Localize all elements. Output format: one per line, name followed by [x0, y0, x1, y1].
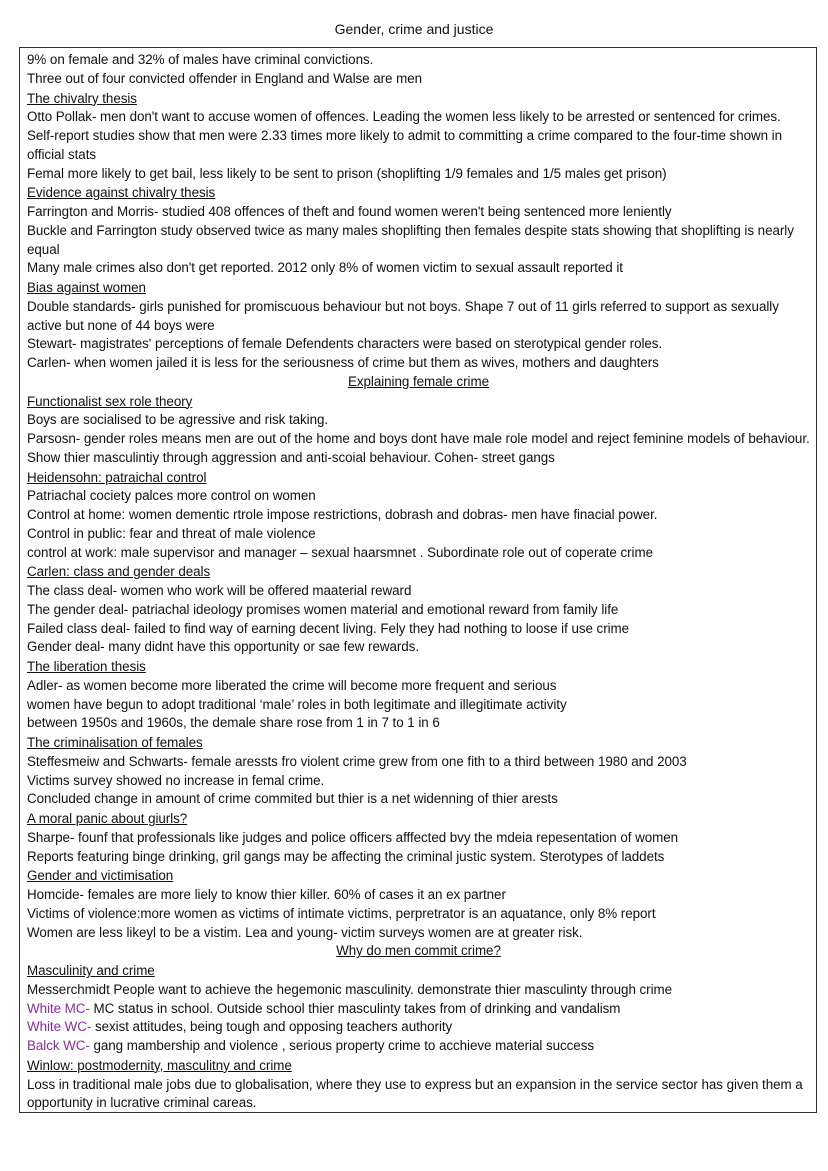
- section-heading: Bias against women: [27, 280, 146, 295]
- note-line: Many male crimes also don't get reported. 2012 only 8% of women victim to sexual assault reported it: [27, 260, 623, 276]
- note-line: Messerchmidt People want to achieve the hegemonic masculinity. demonstrate thier masculinty through crime: [27, 981, 672, 997]
- note-paragraph: Self-report studies show that men were 2.33 times more likely to admit to committing a crime compared to the four-time shown in official stats: [27, 128, 782, 162]
- note-line: The gender deal- patriachal ideology promises women material and emotional reward from family life: [27, 601, 619, 617]
- class-label: Balck WC-: [27, 1038, 90, 1053]
- section-heading: Winlow: postmodernity, masculitny and crime: [27, 1057, 292, 1073]
- topic-heading: Explaining female crime: [347, 373, 489, 389]
- section-heading: A moral panic about giurls?: [27, 811, 188, 826]
- note-line: Women are less likeyl to be a vistim. Lea and young- victim surveys women are at greater risk.: [27, 924, 583, 940]
- label-text: gang mambership and violence , serious property crime to acchieve material success: [89, 1038, 594, 1053]
- label-text: MC status in school. Outside school thier masculinty takes from of drinking and vandalism: [89, 1000, 621, 1016]
- note-line: Three out of four convicted offender in England and Walse are men: [27, 70, 422, 86]
- section-heading: Functionalist sex role theory: [27, 393, 193, 409]
- labelled-note: [27, 1018, 810, 1037]
- note-line: Steffesmeiw and Schwarts- female aressts fro violent crime grew from one fith to a third between 1980 and 2003: [27, 753, 687, 769]
- note-line: Boys are socialised to be agressive and risk taking.: [27, 412, 329, 428]
- note-line: Patriachal cociety palces more control on women: [27, 488, 316, 504]
- section-heading: Carlen: class and gender deals: [27, 564, 211, 580]
- note-line: Homcide- females are more liely to know thier killer. 60% of cases it an ex partner: [27, 887, 506, 902]
- class-label: White MC-: [27, 1000, 90, 1016]
- note-line: Control at home: women dementic rtrole impose restrictions, dobrash and dobras- men have finacial power.: [27, 507, 658, 522]
- note-line: Carlen- when women jailed it is less for the seriousness of crime but them as wives, mothers and daughters: [27, 355, 659, 370]
- label-text: sexist attitudes, being tough and opposing teachers authority: [91, 1019, 453, 1035]
- section-heading: Masculinity and crime: [27, 963, 155, 978]
- topic-heading: Why do men commit crime?: [336, 943, 501, 959]
- note-line: Concluded change in amount of crime commited but thier is a net widenning of thier arests: [27, 791, 558, 807]
- note-line: The class deal- women who work will be offered maaterial reward: [27, 583, 412, 598]
- section-heading: The chivalry thesis: [27, 90, 137, 106]
- note-line: Victims of violence:more women as victims of intimate victims, perpretrator is an aquatance, only 8% report: [27, 905, 656, 921]
- note-line: Farrington and Morris- studied 408 offences of theft and found women weren't being sentenced more leniently: [27, 204, 672, 219]
- note-line: between 1950s and 1960s, the demale share rose from 1 in 7 to 1 in 6: [27, 715, 440, 731]
- note-line: women have begun to adopt traditional ‘male’ roles in both legitimate and illegitimate activity: [27, 696, 567, 712]
- note-paragraph: Buckle and Farrington study observed twice as many males shoplifting then females despite stats showing that shoplifting is nearly equal: [27, 222, 794, 257]
- note-paragraph: Double standards- girls punished for promiscuous behaviour but not boys. Shape 7 out of 11 girls referred to support as sexually active but none of 44 boys were: [27, 298, 779, 333]
- note-paragraph: Parsosn- gender roles means men are out of the home and boys dont have male role model and reject feminine models of behaviour. Show thier masculintiy through aggression and anti-scoial behaviour. Cohen- street gangs: [27, 431, 810, 465]
- page-title: Gender, crime and justice: [334, 21, 494, 37]
- section-heading: The criminalisation of females: [27, 735, 203, 750]
- notes-box: [19, 47, 817, 1113]
- note-paragraph: Loss in traditional male jobs due to globalisation, where they use to express but an expansion in the service sector has given them a opportunity in lucrative criminal careas.: [27, 1076, 803, 1111]
- note-line: Adler- as women become more liberated the crime will become more frequent and serious: [27, 677, 557, 693]
- section-heading: Gender and victimisation: [27, 868, 174, 884]
- note-line: Sharpe- founf that professionals like judges and police officers afffected bvy the mdeia repesentation of women: [27, 829, 678, 845]
- note-line: Failed class deal- failed to find way of earning decent living. Fely they had nothing to loose if use crime: [27, 620, 630, 636]
- note-line: Control in public: fear and threat of male violence: [27, 525, 316, 541]
- note-line: Stewart- magistrates' perceptions of female Defendents characters were based on sterotypical gender roles.: [27, 336, 663, 352]
- section-heading: Heidensohn: patraichal control: [27, 469, 207, 485]
- note-line: control at work: male supervisor and manager – sexual haarsmnet . Subordinate role out of coperate crime: [27, 544, 653, 560]
- section-heading: Evidence against chivalry thesis: [27, 185, 216, 201]
- note-line: Victims survey showed no increase in femal crime.: [27, 772, 325, 788]
- section-heading: The liberation thesis: [27, 659, 146, 674]
- labelled-note: [27, 1000, 810, 1019]
- note-line: Gender deal- many didnt have this opportunity or sae few rewards.: [27, 639, 419, 655]
- note-line: 9% on female and 32% of males have criminal convictions.: [27, 52, 374, 67]
- labelled-note: [27, 1037, 810, 1056]
- note-line: Femal more likely to get bail, less likely to be sent to prison (shoplifting 1/9 females and 1/5 males get prison): [27, 165, 667, 181]
- note-line: Reports featuring binge drinking, gril gangs may be affecting the criminal justic system. Sterotypes of laddets: [27, 848, 665, 864]
- class-label: White WC-: [27, 1019, 92, 1035]
- note-paragraph: Otto Pollak- men don't want to accuse women of offences. Leading the women less likely to be arrested or sentenced for crimes.: [27, 109, 781, 125]
